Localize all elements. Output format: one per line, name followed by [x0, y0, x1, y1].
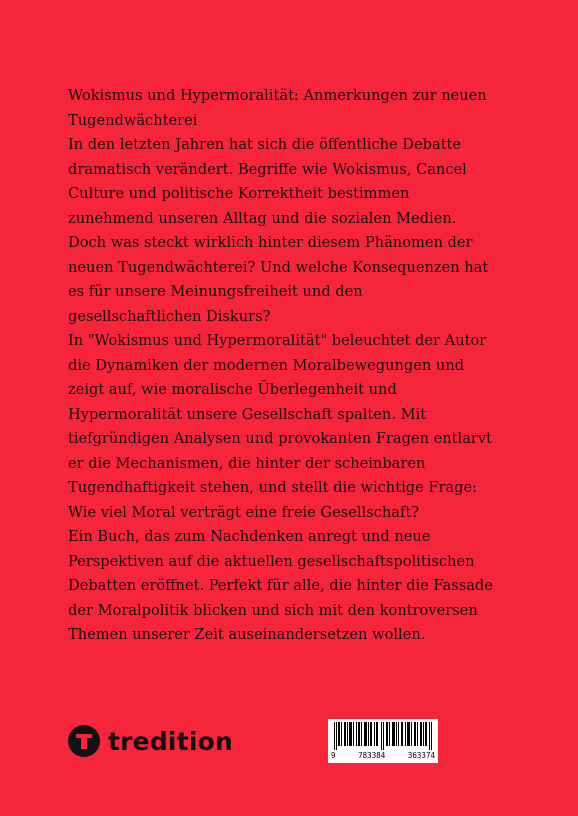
barcode-digit-group: 363374	[407, 751, 435, 760]
blurb-text	[68, 84, 498, 648]
tredition-t-circle-icon	[68, 725, 100, 757]
barcode-digit-group: 9	[331, 751, 336, 760]
blurb-paragraph-2: In "Wokismus und Hypermoralität" beleuchtet der Autor die Dynamiken der modernen Moralbewegungen und zeigt auf, wie moralische Überlegenheit und Hypermoralität unsere Gesellschaft spalten. Mit tiefgründigen Analysen und provokanten Fragen entlarvt er die Mechanismen, die hinter der scheinbaren Tugendhaftigkeit stehen, und stellt die wichtige Frage: Wie viel Moral verträgt eine freie Gesellschaft?	[68, 332, 492, 521]
blurb-paragraph-1: In den letzten Jahren hat sich die öffentliche Debatte dramatisch verändert. Begriffe wie Wokismus, Cancel Culture und politische Korrektheit bestimmen zunehmend unseren Alltag und die sozialen Medien. Doch was steckt wirklich hinter diesem Phänomen der neuen Tugendwächterei? Und welche Konsequenzen hat es für unsere Meinungsfreiheit und den gesellschaftlichen Diskurs?	[68, 136, 489, 325]
blurb-paragraph-3: Ein Buch, das zum Nachdenken anregt und neue Perspektiven auf die aktuellen gesellschaftspolitischen Debatten eröffnet. Perfekt für alle, die hinter die Fassade der Moralpolitik blicken und sich mit den kontroversen Themen unserer Zeit auseinandersetzen wollen.	[68, 528, 493, 643]
isbn-barcode	[328, 719, 438, 763]
publisher-logo	[68, 725, 233, 757]
barcode-digits	[331, 751, 435, 760]
publisher-name: tredition	[108, 726, 233, 756]
barcode-bars	[334, 722, 432, 750]
barcode-digit-group: 783384	[358, 751, 386, 760]
blurb-title: Wokismus und Hypermoralität: Anmerkungen zur neuen Tugendwächterei	[68, 87, 487, 129]
